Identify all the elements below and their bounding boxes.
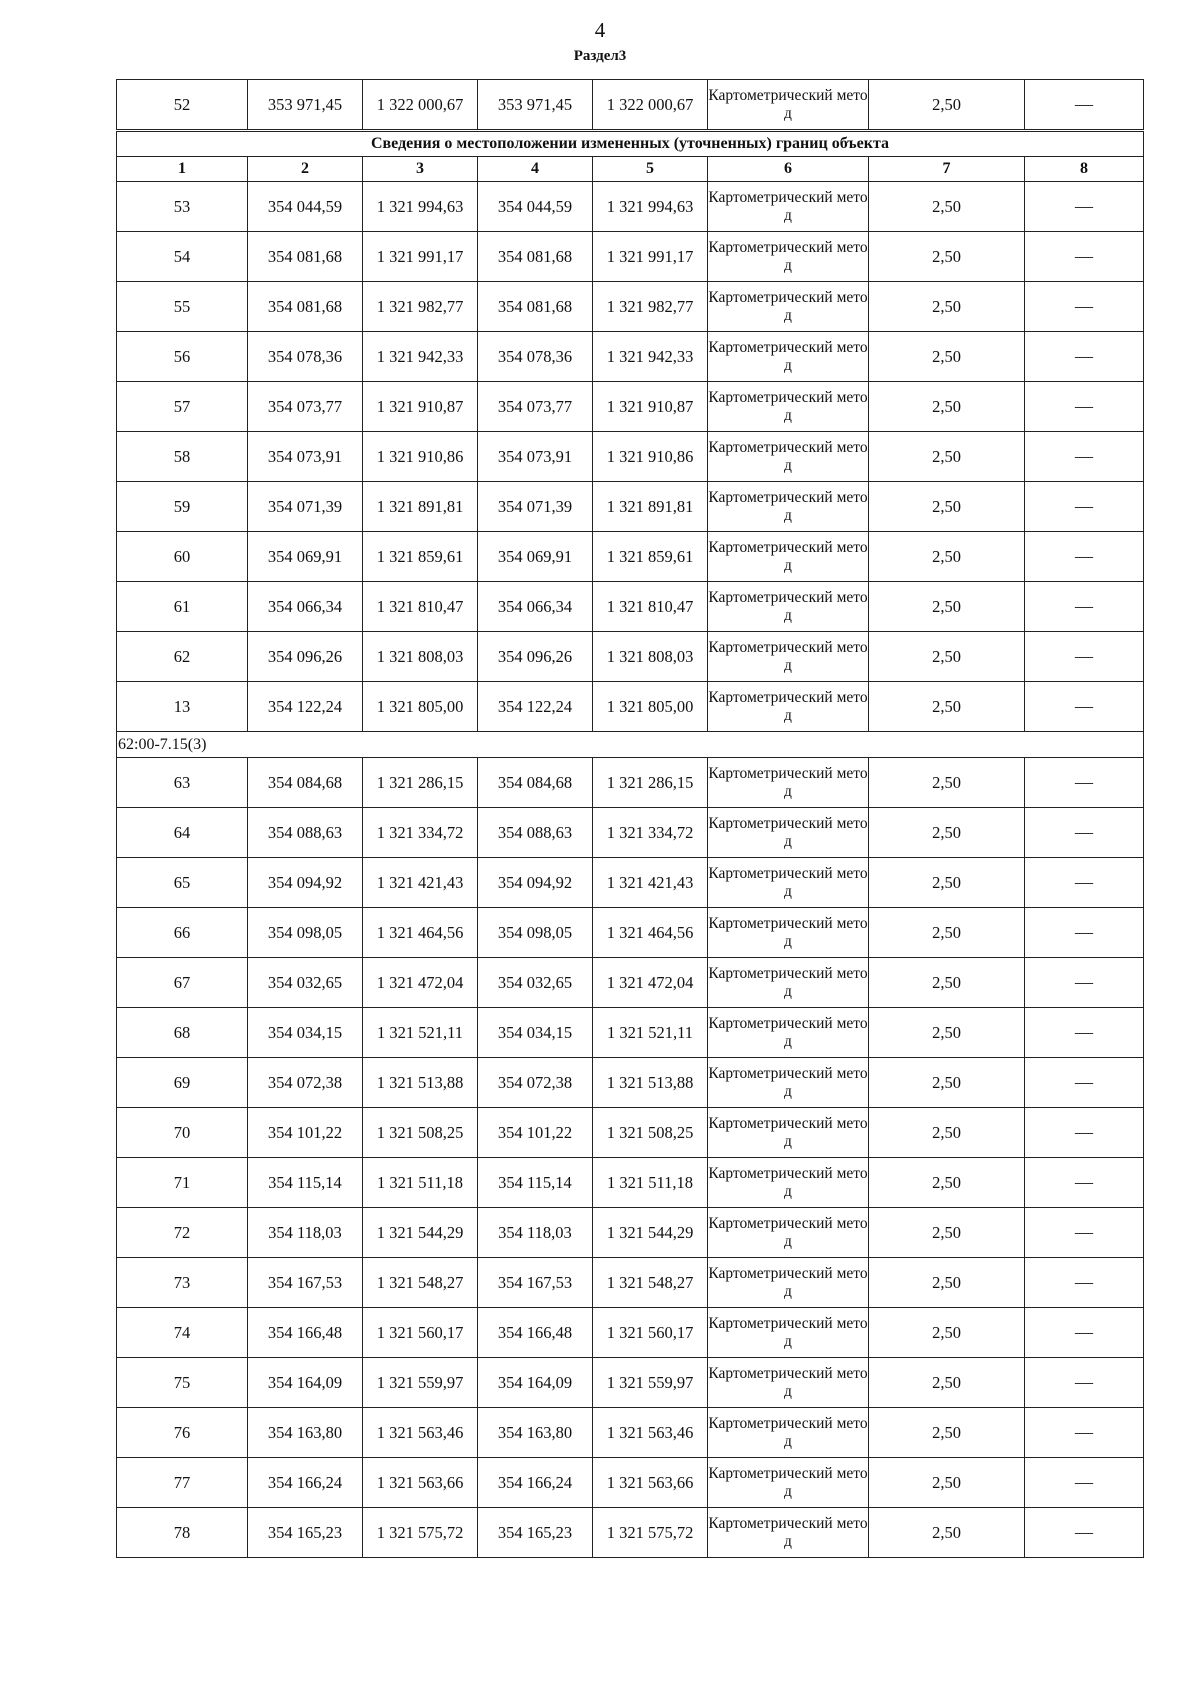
x-existing-cell: 354 115,14	[248, 1158, 363, 1208]
accuracy-cell: 2,50	[869, 858, 1025, 908]
table-row	[117, 382, 1144, 432]
method-cell: Картометрический метод	[708, 958, 869, 1008]
point-number-cell: 61	[117, 582, 248, 632]
x-refined-cell: 354 167,53	[478, 1258, 593, 1308]
table-row	[117, 958, 1144, 1008]
x-existing-cell: 354 084,68	[248, 758, 363, 808]
point-number-cell: 70	[117, 1108, 248, 1158]
x-existing-cell: 354 101,22	[248, 1108, 363, 1158]
accuracy-cell: 2,50	[869, 632, 1025, 682]
method-cell: Картометрический метод	[708, 1258, 869, 1308]
accuracy-cell: 2,50	[869, 332, 1025, 382]
table-row	[117, 1358, 1144, 1408]
table-row	[117, 1308, 1144, 1358]
accuracy-cell: 2,50	[869, 1258, 1025, 1308]
point-number-cell: 56	[117, 332, 248, 382]
table-body	[117, 80, 1144, 1558]
accuracy-cell: 2,50	[869, 1108, 1025, 1158]
y-refined-cell: 1 321 942,33	[593, 332, 708, 382]
accuracy-cell: 2,50	[869, 808, 1025, 858]
accuracy-cell: 2,50	[869, 1058, 1025, 1108]
method-cell: Картометрический метод	[708, 382, 869, 432]
method-cell: Картометрический метод	[708, 632, 869, 682]
description-cell: —	[1025, 1508, 1144, 1558]
method-cell: Картометрический метод	[708, 1358, 869, 1408]
x-refined-cell: 354 071,39	[478, 482, 593, 532]
y-refined-cell: 1 321 991,17	[593, 232, 708, 282]
description-cell: —	[1025, 632, 1144, 682]
description-cell: —	[1025, 432, 1144, 482]
x-existing-cell: 354 066,34	[248, 582, 363, 632]
method-cell: Картометрический метод	[708, 1208, 869, 1258]
x-refined-cell: 354 069,91	[478, 532, 593, 582]
description-cell: —	[1025, 382, 1144, 432]
method-cell: Картометрический метод	[708, 532, 869, 582]
method-cell: Картометрический метод	[708, 80, 869, 131]
accuracy-cell: 2,50	[869, 1158, 1025, 1208]
y-refined-cell: 1 321 421,43	[593, 858, 708, 908]
y-existing-cell: 1 321 991,17	[363, 232, 478, 282]
y-refined-cell: 1 321 891,81	[593, 482, 708, 532]
table-row	[117, 682, 1144, 732]
x-refined-cell: 354 044,59	[478, 182, 593, 232]
table-row	[117, 858, 1144, 908]
description-cell: —	[1025, 532, 1144, 582]
point-number-cell: 63	[117, 758, 248, 808]
point-number-cell: 74	[117, 1308, 248, 1358]
x-refined-cell: 354 115,14	[478, 1158, 593, 1208]
table-row	[117, 758, 1144, 808]
accuracy-cell: 2,50	[869, 1408, 1025, 1458]
point-number-cell: 62	[117, 632, 248, 682]
description-cell: —	[1025, 908, 1144, 958]
x-existing-cell: 354 088,63	[248, 808, 363, 858]
point-number-cell: 78	[117, 1508, 248, 1558]
point-number-cell: 73	[117, 1258, 248, 1308]
y-existing-cell: 1 321 513,88	[363, 1058, 478, 1108]
table-row	[117, 1108, 1144, 1158]
table-row	[117, 532, 1144, 582]
table-row	[117, 1158, 1144, 1208]
point-number-cell: 52	[117, 80, 248, 131]
x-existing-cell: 354 167,53	[248, 1258, 363, 1308]
table-row	[117, 808, 1144, 858]
x-existing-cell: 353 971,45	[248, 80, 363, 131]
column-number-cell: 3	[363, 157, 478, 182]
method-cell: Картометрический метод	[708, 1008, 869, 1058]
description-cell: —	[1025, 1058, 1144, 1108]
x-existing-cell: 354 081,68	[248, 282, 363, 332]
column-number-cell: 8	[1025, 157, 1144, 182]
x-refined-cell: 354 101,22	[478, 1108, 593, 1158]
y-existing-cell: 1 321 910,86	[363, 432, 478, 482]
table-row	[117, 1058, 1144, 1108]
description-cell: —	[1025, 332, 1144, 382]
table-row	[117, 1458, 1144, 1508]
table-row	[117, 432, 1144, 482]
point-number-cell: 67	[117, 958, 248, 1008]
x-existing-cell: 354 078,36	[248, 332, 363, 382]
y-refined-cell: 1 322 000,67	[593, 80, 708, 131]
table-row	[117, 1508, 1144, 1558]
description-cell: —	[1025, 808, 1144, 858]
point-number-cell: 64	[117, 808, 248, 858]
accuracy-cell: 2,50	[869, 382, 1025, 432]
method-cell: Картометрический метод	[708, 1508, 869, 1558]
description-cell: —	[1025, 482, 1144, 532]
y-refined-cell: 1 321 511,18	[593, 1158, 708, 1208]
y-existing-cell: 1 321 982,77	[363, 282, 478, 332]
y-refined-cell: 1 321 464,56	[593, 908, 708, 958]
point-number-cell: 55	[117, 282, 248, 332]
description-cell: —	[1025, 1158, 1144, 1208]
accuracy-cell: 2,50	[869, 908, 1025, 958]
method-cell: Картометрический метод	[708, 858, 869, 908]
accuracy-cell: 2,50	[869, 582, 1025, 632]
description-cell: —	[1025, 1208, 1144, 1258]
description-cell: —	[1025, 1108, 1144, 1158]
description-cell: —	[1025, 1308, 1144, 1358]
table-row	[117, 282, 1144, 332]
y-existing-cell: 1 321 891,81	[363, 482, 478, 532]
y-refined-cell: 1 321 810,47	[593, 582, 708, 632]
y-existing-cell: 1 321 859,61	[363, 532, 478, 582]
coordinates-table	[116, 79, 1144, 1558]
method-cell: Картометрический метод	[708, 1458, 869, 1508]
x-existing-cell: 354 032,65	[248, 958, 363, 1008]
x-refined-cell: 354 164,09	[478, 1358, 593, 1408]
x-refined-cell: 354 165,23	[478, 1508, 593, 1558]
description-cell: —	[1025, 182, 1144, 232]
description-cell: —	[1025, 1458, 1144, 1508]
column-number-cell: 4	[478, 157, 593, 182]
table-row	[117, 1408, 1144, 1458]
x-existing-cell: 354 096,26	[248, 632, 363, 682]
method-cell: Картометрический метод	[708, 582, 869, 632]
y-existing-cell: 1 321 472,04	[363, 958, 478, 1008]
y-refined-cell: 1 321 544,29	[593, 1208, 708, 1258]
y-refined-cell: 1 321 334,72	[593, 808, 708, 858]
y-refined-cell: 1 321 859,61	[593, 532, 708, 582]
description-cell: —	[1025, 1008, 1144, 1058]
accuracy-cell: 2,50	[869, 682, 1025, 732]
method-cell: Картометрический метод	[708, 182, 869, 232]
x-existing-cell: 354 073,77	[248, 382, 363, 432]
x-existing-cell: 354 069,91	[248, 532, 363, 582]
x-existing-cell: 354 163,80	[248, 1408, 363, 1458]
x-existing-cell: 354 073,91	[248, 432, 363, 482]
y-refined-cell: 1 321 994,63	[593, 182, 708, 232]
description-cell: —	[1025, 758, 1144, 808]
y-refined-cell: 1 321 513,88	[593, 1058, 708, 1108]
point-number-cell: 71	[117, 1158, 248, 1208]
description-cell: —	[1025, 582, 1144, 632]
y-refined-cell: 1 321 563,46	[593, 1408, 708, 1458]
table-row	[117, 1008, 1144, 1058]
accuracy-cell: 2,50	[869, 282, 1025, 332]
y-existing-cell: 1 321 994,63	[363, 182, 478, 232]
x-existing-cell: 354 122,24	[248, 682, 363, 732]
y-existing-cell: 1 321 548,27	[363, 1258, 478, 1308]
point-number-cell: 75	[117, 1358, 248, 1408]
column-number-cell: 6	[708, 157, 869, 182]
y-refined-cell: 1 321 563,66	[593, 1458, 708, 1508]
y-existing-cell: 1 321 910,87	[363, 382, 478, 432]
y-refined-cell: 1 321 559,97	[593, 1358, 708, 1408]
method-cell: Картометрический метод	[708, 682, 869, 732]
method-cell: Картометрический метод	[708, 232, 869, 282]
y-existing-cell: 1 321 560,17	[363, 1308, 478, 1358]
section-title: Раздел3	[573, 48, 627, 64]
accuracy-cell: 2,50	[869, 482, 1025, 532]
accuracy-cell: 2,50	[869, 1208, 1025, 1258]
x-existing-cell: 354 166,24	[248, 1458, 363, 1508]
x-refined-cell: 354 072,38	[478, 1058, 593, 1108]
method-cell: Картометрический метод	[708, 1158, 869, 1208]
table-row	[117, 1258, 1144, 1308]
x-existing-cell: 354 044,59	[248, 182, 363, 232]
x-existing-cell: 354 081,68	[248, 232, 363, 282]
x-existing-cell: 354 034,15	[248, 1008, 363, 1058]
point-number-cell: 57	[117, 382, 248, 432]
x-refined-cell: 354 034,15	[478, 1008, 593, 1058]
y-existing-cell: 1 321 563,46	[363, 1408, 478, 1458]
table-row	[117, 80, 1144, 131]
subheader-cell: Сведения о местоположении измененных (уточненных) границ объекта	[117, 131, 1144, 157]
column-number-cell: 2	[248, 157, 363, 182]
subheader-row	[117, 131, 1144, 157]
method-cell: Картометрический метод	[708, 1108, 869, 1158]
y-refined-cell: 1 321 472,04	[593, 958, 708, 1008]
y-refined-cell: 1 321 910,86	[593, 432, 708, 482]
point-number-cell: 13	[117, 682, 248, 732]
point-number-cell: 77	[117, 1458, 248, 1508]
point-number-cell: 59	[117, 482, 248, 532]
x-refined-cell: 354 094,92	[478, 858, 593, 908]
x-refined-cell: 354 166,48	[478, 1308, 593, 1358]
point-number-cell: 54	[117, 232, 248, 282]
accuracy-cell: 2,50	[869, 758, 1025, 808]
method-cell: Картометрический метод	[708, 282, 869, 332]
x-refined-cell: 354 084,68	[478, 758, 593, 808]
y-existing-cell: 1 321 544,29	[363, 1208, 478, 1258]
description-cell: —	[1025, 682, 1144, 732]
method-cell: Картометрический метод	[708, 1058, 869, 1108]
accuracy-cell: 2,50	[869, 532, 1025, 582]
description-cell: —	[1025, 1258, 1144, 1308]
x-refined-cell: 354 118,03	[478, 1208, 593, 1258]
y-refined-cell: 1 321 910,87	[593, 382, 708, 432]
x-refined-cell: 354 166,24	[478, 1458, 593, 1508]
method-cell: Картометрический метод	[708, 432, 869, 482]
x-refined-cell: 354 081,68	[478, 282, 593, 332]
y-existing-cell: 1 321 810,47	[363, 582, 478, 632]
page-number: 4	[594, 18, 606, 42]
x-existing-cell: 354 072,38	[248, 1058, 363, 1108]
accuracy-cell: 2,50	[869, 432, 1025, 482]
column-numbers-row	[117, 157, 1144, 182]
y-refined-cell: 1 321 982,77	[593, 282, 708, 332]
y-refined-cell: 1 321 508,25	[593, 1108, 708, 1158]
method-cell: Картометрический метод	[708, 1408, 869, 1458]
y-existing-cell: 1 321 563,66	[363, 1458, 478, 1508]
method-cell: Картометрический метод	[708, 758, 869, 808]
y-refined-cell: 1 321 805,00	[593, 682, 708, 732]
y-existing-cell: 1 321 575,72	[363, 1508, 478, 1558]
x-refined-cell: 354 163,80	[478, 1408, 593, 1458]
x-existing-cell: 354 118,03	[248, 1208, 363, 1258]
table-row	[117, 182, 1144, 232]
x-refined-cell: 354 078,36	[478, 332, 593, 382]
method-cell: Картометрический метод	[708, 808, 869, 858]
y-existing-cell: 1 321 942,33	[363, 332, 478, 382]
x-refined-cell: 354 088,63	[478, 808, 593, 858]
group-label: 62:00-7.15(3)	[117, 732, 1144, 758]
accuracy-cell: 2,50	[869, 1358, 1025, 1408]
x-refined-cell: 354 081,68	[478, 232, 593, 282]
description-cell: —	[1025, 1408, 1144, 1458]
table-row	[117, 1208, 1144, 1258]
y-existing-cell: 1 322 000,67	[363, 80, 478, 131]
accuracy-cell: 2,50	[869, 1008, 1025, 1058]
description-cell: —	[1025, 282, 1144, 332]
y-existing-cell: 1 321 805,00	[363, 682, 478, 732]
x-existing-cell: 354 166,48	[248, 1308, 363, 1358]
column-number-cell: 7	[869, 157, 1025, 182]
x-refined-cell: 354 073,91	[478, 432, 593, 482]
y-existing-cell: 1 321 286,15	[363, 758, 478, 808]
y-refined-cell: 1 321 286,15	[593, 758, 708, 808]
point-number-cell: 66	[117, 908, 248, 958]
table-row	[117, 908, 1144, 958]
description-cell: —	[1025, 1358, 1144, 1408]
x-existing-cell: 354 071,39	[248, 482, 363, 532]
table-row	[117, 582, 1144, 632]
method-cell: Картометрический метод	[708, 908, 869, 958]
y-existing-cell: 1 321 464,56	[363, 908, 478, 958]
method-cell: Картометрический метод	[708, 1308, 869, 1358]
point-number-cell: 58	[117, 432, 248, 482]
y-refined-cell: 1 321 560,17	[593, 1308, 708, 1358]
table-row	[117, 632, 1144, 682]
accuracy-cell: 2,50	[869, 182, 1025, 232]
column-number-cell: 1	[117, 157, 248, 182]
x-existing-cell: 354 098,05	[248, 908, 363, 958]
x-existing-cell: 354 164,09	[248, 1358, 363, 1408]
x-refined-cell: 353 971,45	[478, 80, 593, 131]
x-refined-cell: 354 032,65	[478, 958, 593, 1008]
x-existing-cell: 354 094,92	[248, 858, 363, 908]
x-refined-cell: 354 098,05	[478, 908, 593, 958]
point-number-cell: 65	[117, 858, 248, 908]
x-refined-cell: 354 122,24	[478, 682, 593, 732]
y-refined-cell: 1 321 521,11	[593, 1008, 708, 1058]
description-cell: —	[1025, 80, 1144, 131]
accuracy-cell: 2,50	[869, 80, 1025, 131]
description-cell: —	[1025, 958, 1144, 1008]
point-number-cell: 69	[117, 1058, 248, 1108]
x-refined-cell: 354 066,34	[478, 582, 593, 632]
point-number-cell: 53	[117, 182, 248, 232]
accuracy-cell: 2,50	[869, 958, 1025, 1008]
y-existing-cell: 1 321 808,03	[363, 632, 478, 682]
accuracy-cell: 2,50	[869, 1458, 1025, 1508]
y-refined-cell: 1 321 575,72	[593, 1508, 708, 1558]
y-existing-cell: 1 321 421,43	[363, 858, 478, 908]
y-existing-cell: 1 321 521,11	[363, 1008, 478, 1058]
description-cell: —	[1025, 232, 1144, 282]
column-number-cell: 5	[593, 157, 708, 182]
group-row	[117, 732, 1144, 758]
y-existing-cell: 1 321 334,72	[363, 808, 478, 858]
table-row	[117, 232, 1144, 282]
table-row	[117, 332, 1144, 382]
x-existing-cell: 354 165,23	[248, 1508, 363, 1558]
x-refined-cell: 354 073,77	[478, 382, 593, 432]
accuracy-cell: 2,50	[869, 1308, 1025, 1358]
y-existing-cell: 1 321 511,18	[363, 1158, 478, 1208]
description-cell: —	[1025, 858, 1144, 908]
accuracy-cell: 2,50	[869, 232, 1025, 282]
x-refined-cell: 354 096,26	[478, 632, 593, 682]
accuracy-cell: 2,50	[869, 1508, 1025, 1558]
point-number-cell: 72	[117, 1208, 248, 1258]
method-cell: Картометрический метод	[708, 332, 869, 382]
method-cell: Картометрический метод	[708, 482, 869, 532]
table-row	[117, 482, 1144, 532]
y-existing-cell: 1 321 559,97	[363, 1358, 478, 1408]
y-refined-cell: 1 321 808,03	[593, 632, 708, 682]
y-existing-cell: 1 321 508,25	[363, 1108, 478, 1158]
point-number-cell: 60	[117, 532, 248, 582]
point-number-cell: 68	[117, 1008, 248, 1058]
y-refined-cell: 1 321 548,27	[593, 1258, 708, 1308]
point-number-cell: 76	[117, 1408, 248, 1458]
